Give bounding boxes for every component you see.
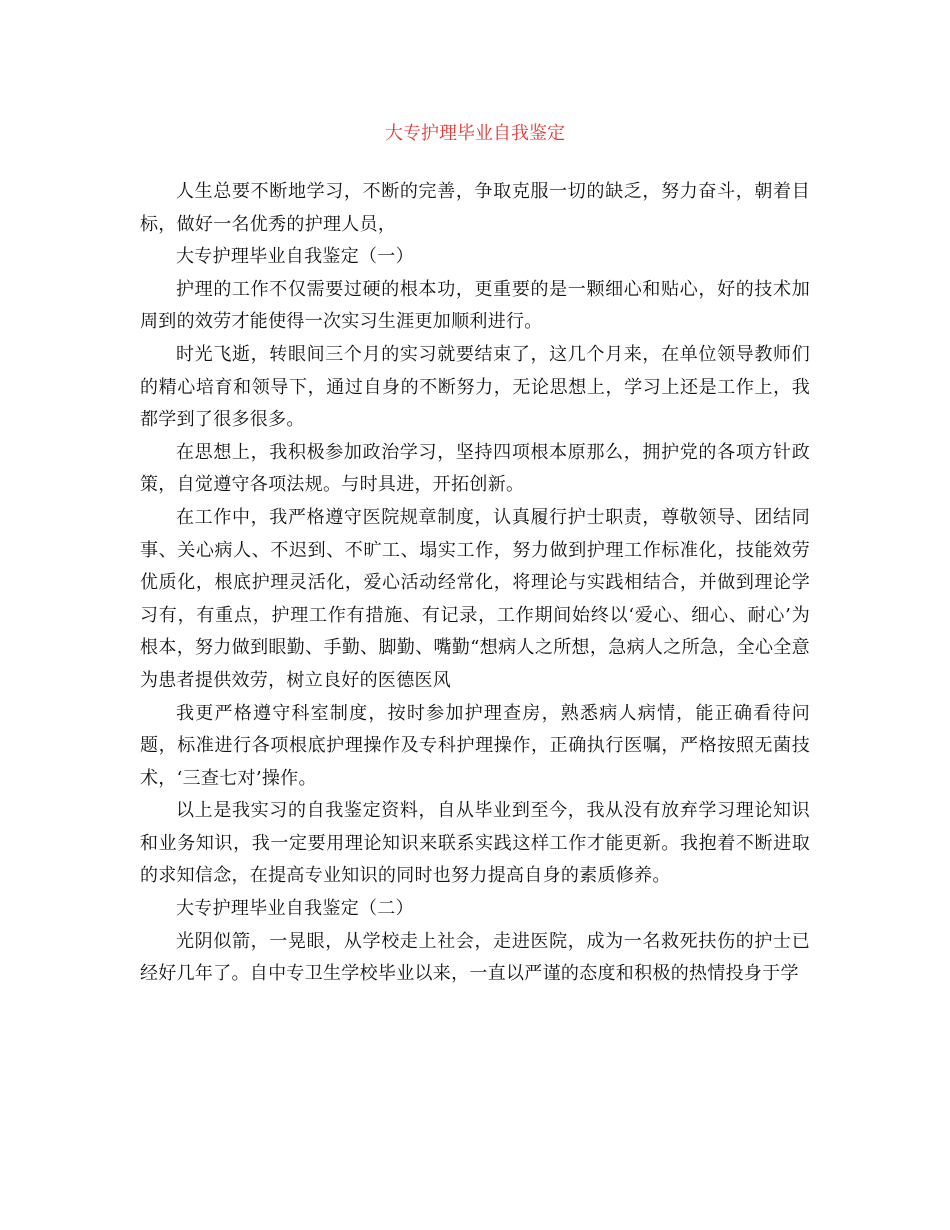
paragraph-5: 我更严格遵守科室制度，按时参加护理查房，熟悉病人病情，能正确看待问题，标准进行各项根底护理操作及专科护理操作，正确执行医嘱，严格按照无菌技术，‘三查七对’操作。	[140, 702, 810, 789]
paragraph-intro: 人生总要不断地学习，不断的完善，争取克服一切的缺乏，努力奋斗，朝着目标，做好一名优秀的护理人员，	[140, 181, 810, 235]
paragraph-3: 在思想上，我积极参加政治学习，坚持四项根本原那么，拥护党的各项方针政策，自觉遵守各项法规。与时具进，开拓创新。	[140, 441, 810, 496]
document-page	[140, 118, 810, 991]
paragraph-7: 光阴似箭，一晃眼，从学校走上社会，走进医院，成为一名救死扶伤的护士已经好几年了。自中专卫生学校毕业以来，一直以严谨的态度和积极的热情投身于学	[140, 930, 810, 985]
paragraph-2: 时光飞逝，转眼间三个月的实习就要结束了，这几个月来，在单位领导教师们的精心培育和领导下，通过自身的不断努力，无论思想上，学习上还是工作上，我都学到了很多很多。	[140, 343, 810, 431]
document-title: 大专护理毕业自我鉴定	[385, 123, 565, 144]
paragraph-1: 护理的工作不仅需要过硬的根本功，更重要的是一颗细心和贴心，好的技术加周到的效劳才能使得一次实习生涯更加顺利进行。	[140, 278, 810, 333]
paragraph-4: 在工作中，我严格遵守医院规章制度，认真履行护士职责，尊敬领导、团结同事、关心病人、不迟到、不旷工、塌实工作，努力做到护理工作标准化，技能效劳优质化，根底护理灵活化，爱心活动经常化，将理论与实践相结合，并做到理论学习有，有重点，护理工作有措施、有记录，工作期间始终以‘爱心、细心、耐心’为根本，努力做到眼勤、手勤、脚勤、嘴勤“想病人之所想，急病人之所急，全心全意为患者提供效劳，树立良好的医德医风	[140, 506, 810, 691]
section-heading-2: 大专护理毕业自我鉴定（二）	[176, 898, 414, 920]
paragraph-6: 以上是我实习的自我鉴定资料，自从毕业到至今，我从没有放弃学习理论知识和业务知识，我一定要用理论知识来联系实践这样工作才能更新。我抱着不断进取的求知信念，在提高专业知识的同时也努力提高自身的素质修养。	[140, 800, 810, 887]
section-heading-1: 大专护理毕业自我鉴定（一）	[176, 246, 414, 268]
